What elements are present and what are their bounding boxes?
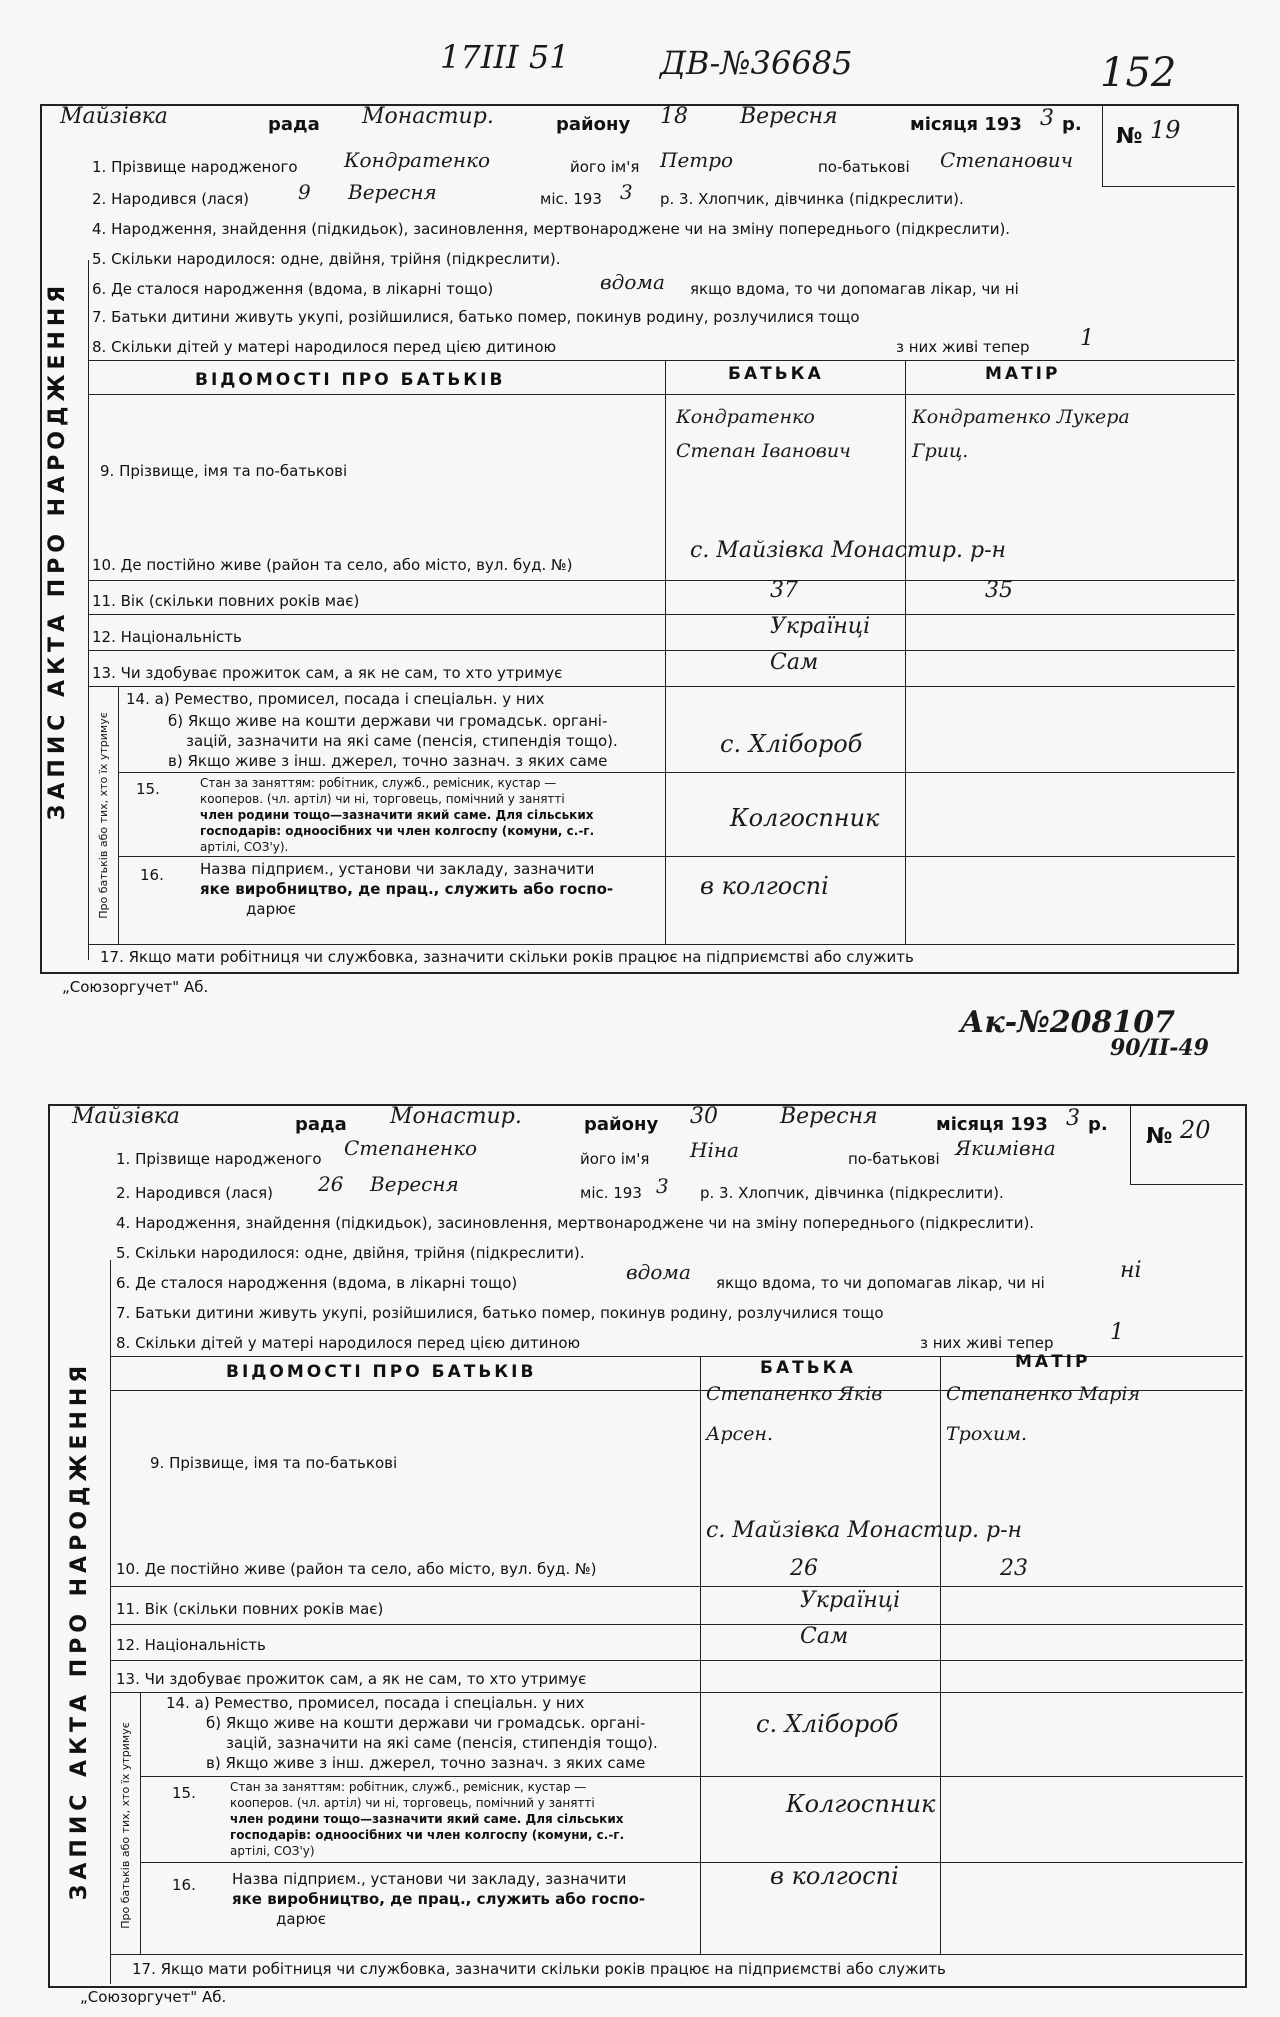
col-info-header: ВІДОМОСТІ ПРО БАТЬКІВ — [195, 370, 506, 390]
line-8-label: 8. Скільки дітей у матері народилося перед цією дитиною — [116, 1334, 581, 1352]
line-1-name-label: його ім'я — [570, 158, 640, 176]
line-1-name-label: його ім'я — [580, 1150, 650, 1168]
row-9-label: 9. Прізвище, імя та по-батькові — [100, 462, 348, 480]
birth-place: вдома — [600, 270, 665, 294]
row-16a-label: Назва підприєм., установи чи закладу, зазначити — [232, 1870, 627, 1888]
record-month: Вересня — [740, 104, 838, 129]
row-15b-label: кооперов. (чл. артіл) чи ні, торговець, помічний у занятті — [230, 1796, 595, 1810]
form-footer: „Союзоргучет" Аб. — [80, 1988, 227, 2006]
birth-month: Вересня — [348, 180, 437, 204]
col-mother-header: МАТІР — [985, 364, 1061, 384]
birth-month: Вересня — [370, 1172, 459, 1196]
council-name: Майзівка — [60, 104, 168, 129]
row-13-label: 13. Чи здобуває прожиток сам, а як не сам, то хто утримує — [92, 664, 563, 682]
top-date-note: 17ІІІ 51 — [440, 38, 570, 76]
children-alive: 1 — [1110, 1320, 1124, 1345]
row-12-label: 12. Національність — [116, 1636, 266, 1654]
father-age: 26 — [790, 1556, 818, 1581]
nationality: Українці — [800, 1588, 901, 1613]
line-2-year-label: міс. 193 — [580, 1184, 642, 1202]
row-17-label: 17. Якщо мати робітниця чи службовка, зазначити скільки років працює на підприємстві або служить — [132, 1960, 946, 1978]
child-patronymic: Якимівна — [955, 1136, 1056, 1160]
record-day: 30 — [690, 1104, 718, 1129]
parents-side-subtitle: Про батьків або тих, хто їх утримує — [96, 711, 110, 919]
row-16b-label: яке виробництво, де прац., служить або госпо- — [200, 880, 614, 898]
row-16-num: 16. — [172, 1876, 196, 1894]
raionu-label: району — [556, 114, 631, 135]
record-day: 18 — [660, 104, 688, 129]
birth-day: 26 — [318, 1172, 344, 1196]
father-age: 37 — [770, 578, 798, 603]
record-year: 3 — [1066, 1106, 1080, 1131]
line-7-label: 7. Батьки дитини живуть укупі, розійшилися, батько помер, покинув родину, розлучилися тощо — [116, 1304, 884, 1322]
birth-year: 3 — [656, 1174, 669, 1198]
form-side-title: ЗАПИС АКТА ПРО НАРОДЖЕННЯ — [45, 280, 71, 820]
form-side-title: ЗАПИС АКТА ПРО НАРОДЖЕННЯ — [67, 1360, 93, 1900]
raionu-label: району — [584, 1114, 659, 1135]
line-5-label: 5. Скільки народилося: одне, двійня, трійня (підкреслити). — [92, 250, 561, 268]
line-7-label: 7. Батьки дитини живуть укупі, розійшилися, батько помер, покинув родину, розлучилися тощо — [92, 308, 860, 326]
child-surname: Кондратенко — [344, 148, 491, 172]
record-number: 20 — [1180, 1116, 1211, 1144]
line-4-label: 4. Народження, знайдення (підкидьок), засиновлення, мертвонароджене чи на зміну попереднього (підкреслити). — [92, 220, 1011, 238]
row-15c-label: член родини тощо—зазначити який саме. Для сільських — [230, 1812, 624, 1826]
row-15a-label: Стан за заняттям: робітник, служб., ремісник, кустар — — [230, 1780, 587, 1794]
doctor-assisted: ні — [1120, 1258, 1142, 1283]
middle-date-note: 90/ІІ-49 — [1110, 1035, 1209, 1061]
form-footer: „Союзоргучет" Аб. — [62, 978, 209, 996]
mother-full-name: Кондратенко Лукера Гриц. — [912, 406, 1130, 462]
council-name: Майзівка — [72, 1104, 180, 1129]
line-2-label: 2. Народився (лася) — [92, 190, 250, 208]
row-14a-label: 14. а) Ремество, промисел, посада і спеціальн. у них — [126, 690, 545, 708]
row-15d-label: господарів: одноосібних чи член колгоспу (комуни, с.-г. — [200, 824, 595, 838]
row-16c-label: дарює — [246, 900, 296, 918]
row-14b-label: б) Якщо живе на кошти держави чи громадськ. органі- — [168, 712, 608, 730]
row-16a-label: Назва підприєм., установи чи закладу, зазначити — [200, 860, 595, 878]
father-full-name: Степаненко Яків Арсен. — [706, 1383, 883, 1445]
line-2-gender-label: р. 3. Хлопчик, дівчинка (підкреслити). — [700, 1184, 1004, 1202]
line-8-alive-label: з них живі тепер — [920, 1334, 1054, 1352]
record-number: 19 — [1150, 116, 1181, 144]
mother-age: 23 — [1000, 1556, 1028, 1581]
row-13-label: 13. Чи здобуває прожиток сам, а як не сам, то хто утримує — [116, 1670, 587, 1688]
mother-full-name: Степаненко Марія Трохим. — [946, 1383, 1141, 1445]
employment-status: Колгоспник — [786, 1790, 936, 1818]
child-name: Петро — [660, 148, 734, 172]
self-support: Сам — [800, 1624, 849, 1649]
line-5-label: 5. Скільки народилося: одне, двійня, трійня (підкреслити). — [116, 1244, 585, 1262]
row-15e-label: артілі, СОЗ'у) — [230, 1844, 315, 1858]
row-14b2-label: зацій, зазначити на які саме (пенсія, стипендія тощо). — [186, 732, 618, 750]
parents-side-subtitle: Про батьків або тих, хто їх утримує — [118, 1721, 132, 1929]
line-1-label: 1. Прізвище народженого — [92, 158, 298, 176]
line-1-patr-label: по-батькові — [848, 1150, 940, 1168]
row-15-num: 15. — [172, 1784, 196, 1802]
birth-record-form-1 — [0, 0, 1280, 996]
residence: с. Майзівка Монастир. р-н — [706, 1518, 1023, 1543]
line-6-doctor-label: якщо вдома, то чи допомагав лікар, чи ні — [716, 1274, 1045, 1292]
line-2-gender-label: р. 3. Хлопчик, дівчинка (підкреслити). — [660, 190, 964, 208]
row-14b2-label: зацій, зазначити на які саме (пенсія, стипендія тощо). — [226, 1734, 658, 1752]
child-name: Ніна — [690, 1138, 739, 1162]
row-10-label: 10. Де постійно живе (район та село, або місто, вул. буд. №) — [92, 556, 573, 574]
r-label: р. — [1088, 1114, 1108, 1135]
row-15c-label: член родини тощо—зазначити який саме. Для сільських — [200, 808, 594, 822]
num-label: № — [1116, 124, 1143, 149]
occupation: с. Хлібороб — [756, 1710, 899, 1738]
line-2-label: 2. Народився (лася) — [116, 1184, 274, 1202]
row-11-label: 11. Вік (скільки повних років має) — [92, 592, 360, 610]
row-16-num: 16. — [140, 866, 164, 884]
col-mother-header: МАТІР — [1015, 1352, 1091, 1372]
row-15b-label: кооперов. (чл. артіл) чи ні, торговець, помічний у занятті — [200, 792, 565, 806]
row-16b-label: яке виробництво, де прац., служить або госпо- — [232, 1890, 646, 1908]
col-father-header: БАТЬКА — [760, 1358, 856, 1378]
top-ref-note: ДВ-№36685 — [660, 44, 853, 82]
row-16c-label: дарює — [276, 1910, 326, 1928]
row-15-num: 15. — [136, 780, 160, 798]
line-6-doctor-label: якщо вдома, то чи допомагав лікар, чи ні — [690, 280, 1019, 298]
residence: с. Майзівка Монастир. р-н — [690, 538, 1007, 563]
rada-label: рада — [268, 114, 320, 135]
rada-label: рада — [295, 1114, 347, 1135]
nationality: Українці — [770, 614, 871, 639]
row-14c-label: в) Якщо живе з інш. джерел, точно зазнач. з яких саме — [206, 1754, 646, 1772]
record-year: 3 — [1040, 106, 1054, 131]
row-14b-label: б) Якщо живе на кошти держави чи громадськ. органі- — [206, 1714, 646, 1732]
row-15e-label: артілі, СОЗ'у). — [200, 840, 289, 854]
row-14c-label: в) Якщо живе з інш. джерел, точно зазнач. з яких саме — [168, 752, 608, 770]
misyatsya-label: місяця 193 — [910, 114, 1022, 135]
district-name: Монастир. — [390, 1104, 522, 1129]
record-month: Вересня — [780, 1104, 878, 1129]
row-15d-label: господарів: одноосібних чи член колгоспу (комуни, с.-г. — [230, 1828, 625, 1842]
line-6-label: 6. Де сталося народження (вдома, в лікарні тощо) — [92, 280, 494, 298]
row-9-label: 9. Прізвище, імя та по-батькові — [150, 1454, 398, 1472]
line-2-year-label: міс. 193 — [540, 190, 602, 208]
line-8-alive-label: з них живі тепер — [896, 338, 1030, 356]
form-frame — [48, 1104, 1247, 1988]
middle-ref-note: Ак-№208107 — [960, 1005, 1176, 1040]
children-alive: 1 — [1080, 326, 1094, 351]
line-4-label: 4. Народження, знайдення (підкидьок), засиновлення, мертвонароджене чи на зміну попереднього (підкреслити). — [116, 1214, 1035, 1232]
child-surname: Степаненко — [344, 1136, 478, 1160]
employment-status: Колгоспник — [730, 804, 880, 832]
row-15a-label: Стан за заняттям: робітник, служб., ремісник, кустар — — [200, 776, 557, 790]
birth-day: 9 — [298, 180, 311, 204]
row-14a-label: 14. а) Ремество, промисел, посада і спеціальн. у них — [166, 1694, 585, 1712]
occupation: с. Хлібороб — [720, 730, 863, 758]
col-info-header: ВІДОМОСТІ ПРО БАТЬКІВ — [226, 1362, 537, 1382]
child-patronymic: Степанович — [940, 148, 1074, 172]
birth-year: 3 — [620, 180, 633, 204]
line-1-label: 1. Прізвище народженого — [116, 1150, 322, 1168]
self-support: Сам — [770, 650, 819, 675]
page-number: 152 — [1100, 50, 1177, 96]
workplace: в колгоспі — [700, 872, 829, 900]
line-6-label: 6. Де сталося народження (вдома, в лікарні тощо) — [116, 1274, 518, 1292]
district-name: Монастир. — [362, 104, 494, 129]
row-17-label: 17. Якщо мати робітниця чи службовка, зазначити скільки років працює на підприємстві або служить — [100, 948, 914, 966]
row-12-label: 12. Національність — [92, 628, 242, 646]
birth-record-form-2 — [0, 1080, 1280, 2010]
num-label: № — [1146, 1124, 1173, 1149]
row-11-label: 11. Вік (скільки повних років має) — [116, 1600, 384, 1618]
workplace: в колгоспі — [770, 1862, 899, 1890]
r-label: р. — [1062, 114, 1082, 135]
row-10-label: 10. Де постійно живе (район та село, або місто, вул. буд. №) — [116, 1560, 597, 1578]
mother-age: 35 — [985, 578, 1013, 603]
line-8-label: 8. Скільки дітей у матері народилося перед цією дитиною — [92, 338, 557, 356]
birth-place: вдома — [626, 1260, 691, 1284]
col-father-header: БАТЬКА — [728, 364, 824, 384]
line-1-patr-label: по-батькові — [818, 158, 910, 176]
misyatsya-label: місяця 193 — [936, 1114, 1048, 1135]
father-full-name: Кондратенко Степан Іванович — [676, 406, 851, 462]
